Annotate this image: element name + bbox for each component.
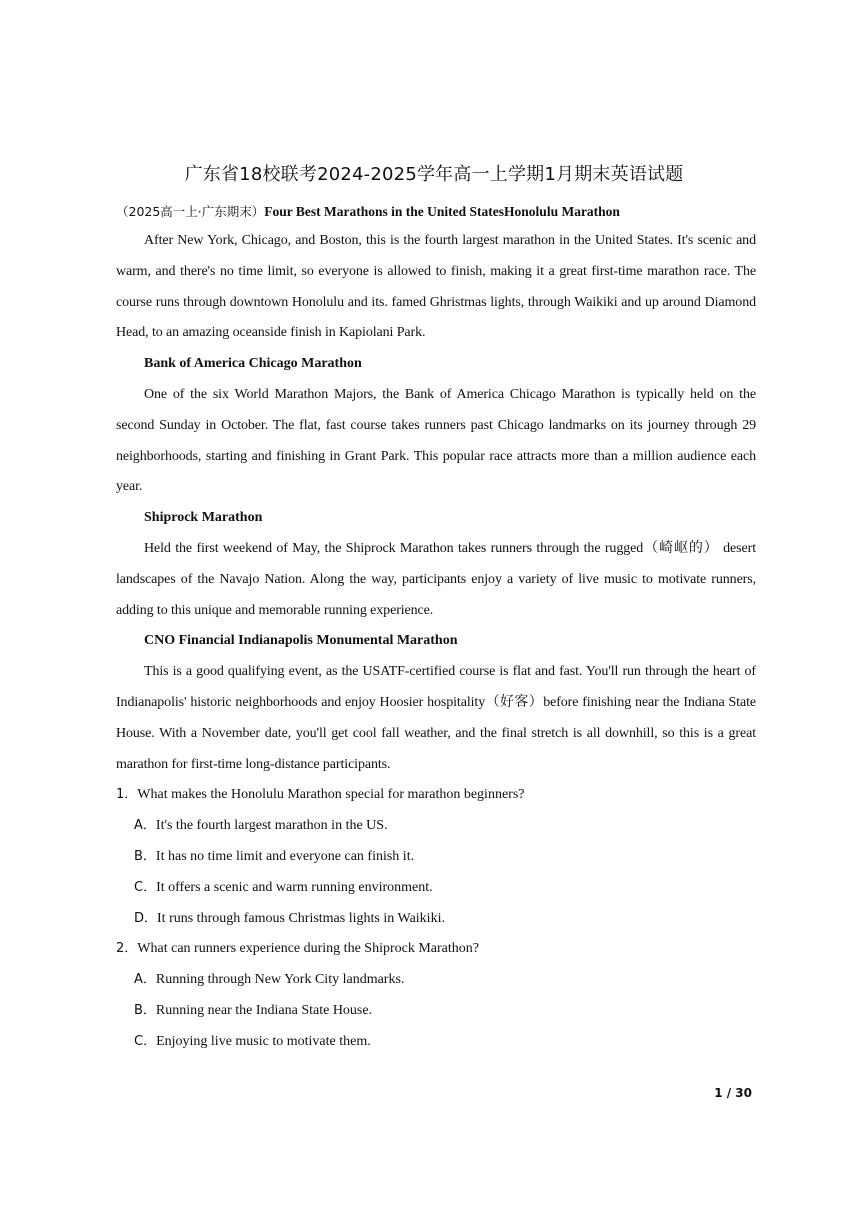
- option-letter: A．: [134, 818, 156, 834]
- paragraph-shiprock: Held the first weekend of May, the Shiprock Marathon takes runners through the rugged（崎岖的） desert landscapes of the Navajo Nation. Along the way, participants enjoy a variety of live music to motivate runners, adding to this unique and memorable running experience.: [116, 540, 756, 618]
- question-text: What makes the Honolulu Marathon special for marathon beginners?: [137, 787, 525, 803]
- document-title: 广东省18校联考2024-2025学年高一上学期1月期末英语试题: [184, 164, 684, 185]
- passage-source-line: [116, 202, 620, 220]
- passage-headline: Four Best Marathons in the United StatesHonolulu Marathon: [264, 204, 620, 219]
- option-a: [116, 965, 756, 996]
- option-letter: C．: [134, 1033, 157, 1049]
- paragraph-chicago: One of the six World Marathon Majors, the Bank of America Chicago Marathon is typically held on the second Sunday in October. The flat, fast course takes runners past Chicago landmarks on its journey through 29 neighborhoods, starting and finishing in Grant Park. This popular race attracts more than a million audience each year.: [116, 386, 756, 495]
- option-b: [116, 996, 756, 1027]
- subheading-indianapolis: CNO Financial Indianapolis Monumental Marathon: [144, 633, 458, 649]
- subheading-chicago: Bank of America Chicago Marathon: [144, 356, 362, 372]
- source-tag: （2025高一上·广东期末）: [116, 204, 265, 219]
- passage-body: [116, 226, 756, 1058]
- subheading-shiprock: Shiprock Marathon: [144, 510, 263, 526]
- option-letter: B．: [134, 1002, 156, 1018]
- option-text: It runs through famous Christmas lights in Waikiki.: [157, 910, 445, 926]
- option-letter: C．: [134, 879, 157, 895]
- option-letter: B．: [134, 848, 156, 864]
- question-stem: [116, 934, 756, 965]
- option-c: [116, 1027, 756, 1058]
- option-a: [116, 811, 756, 842]
- page-number: 1 / 30: [714, 1086, 752, 1100]
- option-d: [116, 904, 756, 935]
- option-text: Running through New York City landmarks.: [155, 972, 405, 988]
- paragraph-indianapolis: This is a good qualifying event, as the USATF-certified course is flat and fast. You'll run through the heart of Indianapolis' historic neighborhoods and enjoy Hoosier hospitality（好客）before finishing near the Indiana State House. With a November date, you'll get cool fall weather, and the final stretch is all downhill, so this is a great marathon for first-time long-distance participants.: [116, 664, 756, 772]
- option-c: [116, 873, 756, 904]
- question-1: [116, 780, 756, 934]
- option-text: Running near the Indiana State House.: [155, 1002, 373, 1018]
- option-b: [116, 842, 756, 873]
- option-text: It has no time limit and everyone can finish it.: [155, 848, 415, 864]
- option-text: It offers a scenic and warm running environment.: [156, 879, 433, 895]
- option-text: Enjoying live music to motivate them.: [156, 1033, 371, 1049]
- paragraph-honolulu: After New York, Chicago, and Boston, this is the fourth largest marathon in the United States. It's scenic and warm, and there's no time limit, so everyone is allowed to finish, making it a great first-time marathon race. The course runs through downtown Honolulu and its. famed Ghristmas lights, through Waikiki and up around Diamond Head, to an amazing oceanside finish in Kapiolani Park.: [116, 233, 756, 341]
- question-number: 2．: [116, 941, 138, 957]
- question-stem: [116, 780, 756, 811]
- question-text: What can runners experience during the Shiprock Marathon?: [137, 941, 479, 957]
- question-number: 1．: [116, 787, 138, 803]
- question-2: [116, 934, 756, 1057]
- option-letter: D．: [134, 910, 158, 926]
- option-text: It's the fourth largest marathon in the US.: [155, 818, 388, 834]
- option-letter: A．: [134, 972, 156, 988]
